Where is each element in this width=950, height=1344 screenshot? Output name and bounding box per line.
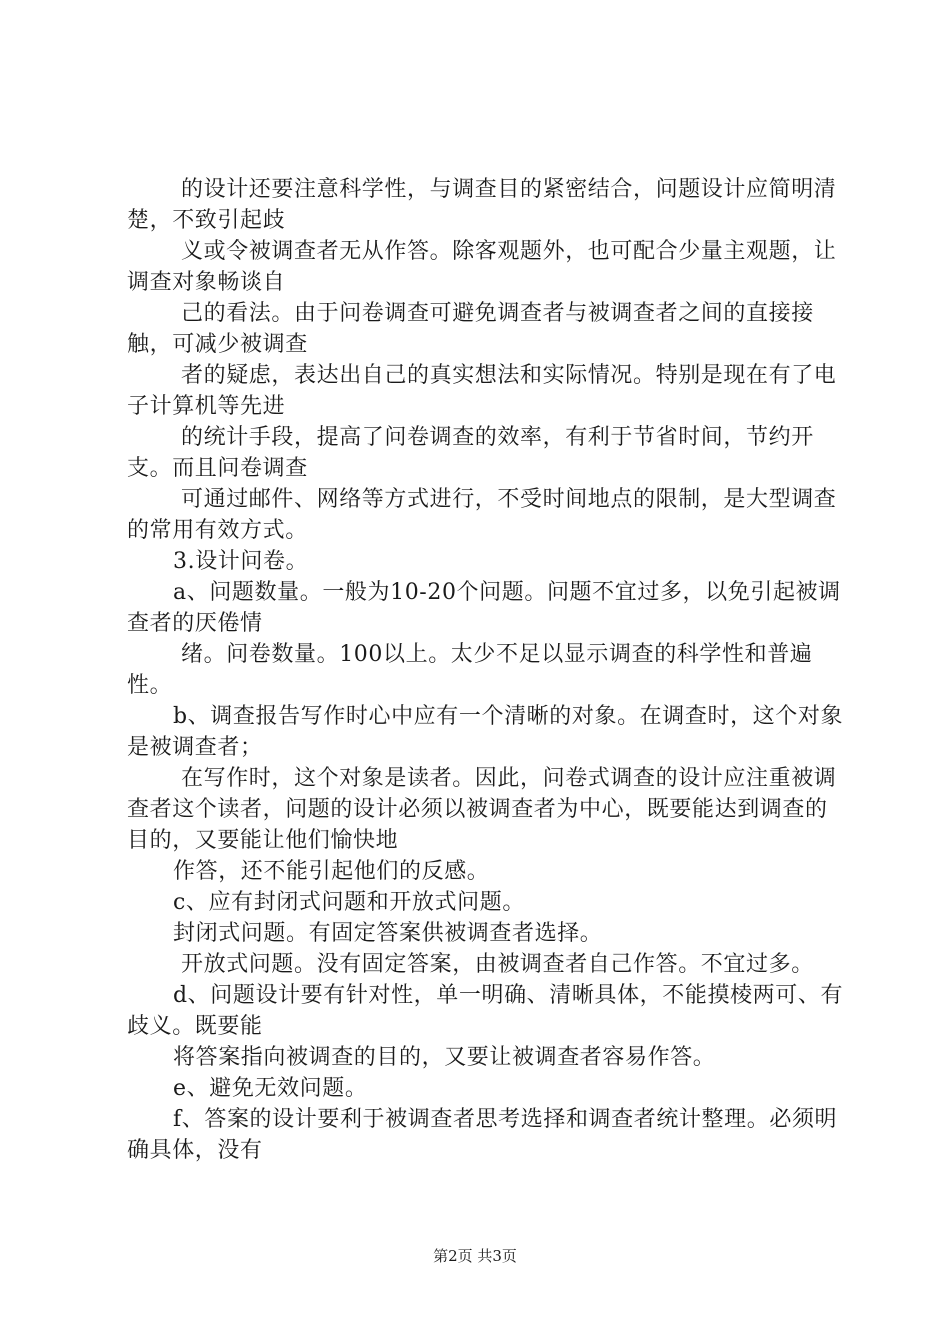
paragraph: 在写作时，这个对象是读者。因此，问卷式调查的设计应注重被调查者这个读者，问题的设计必须以被调查者为中心，既要能达到调查的目的，又要能让他们愉快地 — [127, 766, 837, 853]
paragraph: 作答，还不能引起他们的反感。 — [173, 859, 490, 884]
paragraph: 开放式问题。没有固定答案，由被调查者自己作答。不宜过多。 — [181, 952, 814, 977]
paragraph: 封闭式问题。有固定答案供被调查者选择。 — [173, 921, 603, 946]
paragraph: 将答案指向被调查的目的，又要让被调查者容易作答。 — [173, 1045, 716, 1070]
paragraph: 己的看法。由于问卷调查可避免调查者与被调查者之间的直接接触，可减少被调查 — [127, 301, 814, 357]
paragraph: c、应有封闭式问题和开放式问题。 — [173, 890, 525, 915]
section-heading: 3.设计问卷。 — [173, 549, 309, 574]
paragraph: 的设计还要注意科学性，与调查目的紧密结合，问题设计应简明清楚，不致引起歧 — [127, 177, 837, 233]
paragraph: 义或令被调查者无从作答。除客观题外，也可配合少量主观题，让调查对象畅谈自 — [127, 239, 837, 295]
page-footer — [0, 1245, 950, 1266]
paragraph: d、问题设计要有针对性，单一明确、清晰具体，不能摸棱两可、有歧义。既要能 — [127, 983, 844, 1039]
paragraph: e、避免无效问题。 — [173, 1076, 368, 1101]
paragraph: 绪。问卷数量。100以上。太少不足以显示调查的科学性和普遍性。 — [127, 642, 813, 698]
paragraph: 者的疑虑，表达出自己的真实想法和实际情况。特别是现在有了电子计算机等先进 — [127, 363, 837, 419]
paragraph: b、调查报告写作时心中应有一个清晰的对象。在调查时，这个对象是被调查者； — [127, 704, 844, 760]
document-body — [127, 174, 847, 1166]
paragraph: 可通过邮件、网络等方式进行，不受时间地点的限制，是大型调查的常用有效方式。 — [127, 487, 837, 543]
page-number: 第2页 共3页 — [433, 1247, 517, 1265]
paragraph: a、问题数量。一般为10-20个问题。问题不宜过多，以免引起被调查者的厌倦情 — [127, 580, 841, 636]
paragraph: 的统计手段，提高了问卷调查的效率，有利于节省时间，节约开支。而且问卷调查 — [127, 425, 814, 481]
paragraph: f、答案的设计要利于被调查者思考选择和调查者统计整理。必须明确具体，没有 — [127, 1107, 838, 1163]
